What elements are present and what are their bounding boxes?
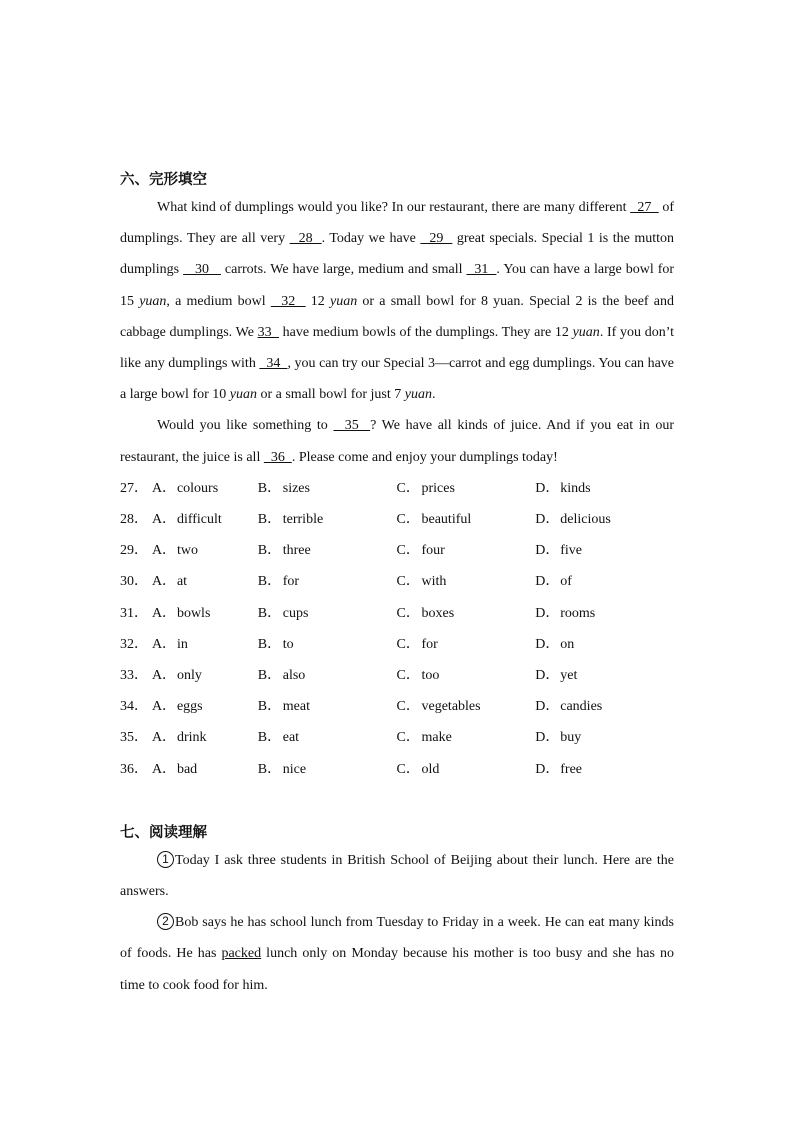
italic-word: yuan <box>572 324 600 340</box>
option-a <box>152 473 258 504</box>
option-text: bad <box>176 761 198 777</box>
option-c <box>397 660 536 691</box>
option-text: eggs <box>176 699 203 715</box>
text-run: ? We have all kinds of juice. And if you eat in our restaurant, the juice is all <box>120 418 675 465</box>
option-letter: A． <box>151 480 177 496</box>
text-run: , you can try our Special 3—carrot and egg dumplings. You can have a large bowl for 10 <box>120 356 674 403</box>
option-text: drink <box>176 730 207 746</box>
option-letter: B． <box>257 761 282 777</box>
option-text: beautiful <box>421 512 472 528</box>
option-c <box>397 598 536 629</box>
option-text: meat <box>282 699 310 715</box>
text-run: . You can have a large bowl for 15 <box>120 262 675 309</box>
option-text: also <box>282 667 306 683</box>
question-row <box>120 598 674 629</box>
option-text: only <box>176 667 202 683</box>
option-c <box>397 691 536 722</box>
option-d <box>535 535 674 566</box>
text-run: Bob says he has school lunch from Tuesday to Friday in a week. He can eat many kinds of foods. He has <box>120 915 674 962</box>
option-letter: D． <box>535 636 560 652</box>
option-c <box>397 566 536 597</box>
option-b <box>258 754 397 785</box>
answer-blank: 35 <box>333 418 371 434</box>
option-text: too <box>421 667 440 683</box>
option-letter: C． <box>396 667 420 683</box>
option-text: candies <box>560 699 603 715</box>
option-letter: A． <box>151 574 177 590</box>
option-b <box>258 598 397 629</box>
text-run: , a medium bowl <box>166 293 271 309</box>
option-text: difficult <box>176 512 222 528</box>
option-c <box>397 629 536 660</box>
italic-word: yuan <box>229 387 257 403</box>
text-run: Would you like something to <box>157 418 334 434</box>
answer-blank: 34 <box>259 356 288 372</box>
question-number: 32． <box>120 636 148 652</box>
option-text: prices <box>421 480 455 496</box>
option-d <box>535 722 674 753</box>
option-a <box>152 660 258 691</box>
cloze-paragraph-2 <box>120 410 674 472</box>
option-b <box>258 535 397 566</box>
option-d <box>535 629 674 660</box>
text-run: Today I ask three students in British School of Beijing about their lunch. Here are the answers. <box>120 852 674 899</box>
question-number: 35． <box>120 730 148 746</box>
option-letter: A． <box>151 543 177 559</box>
answer-blank: 36 <box>263 449 292 465</box>
option-letter: D． <box>535 480 560 496</box>
question-row <box>120 629 674 660</box>
text-run: great specials. Special 1 is the mutton dumplings <box>120 231 675 278</box>
question-number: 33． <box>120 667 148 683</box>
option-text: of <box>560 574 572 590</box>
option-c <box>397 722 536 753</box>
question-row <box>120 691 674 722</box>
document-page <box>120 168 674 1001</box>
option-text: kinds <box>560 480 591 496</box>
option-letter: A． <box>151 512 177 528</box>
option-text: for <box>282 574 300 590</box>
option-letter: D． <box>535 667 560 683</box>
question-row <box>120 566 674 597</box>
option-letter: A． <box>151 761 177 777</box>
option-a <box>152 691 258 722</box>
option-text: old <box>421 761 440 777</box>
circled-number: 2 <box>157 913 174 930</box>
italic-word: yuan <box>404 387 432 403</box>
option-letter: D． <box>535 730 560 746</box>
question-row <box>120 504 674 535</box>
option-text: terrible <box>282 512 324 528</box>
option-letter: B． <box>257 574 282 590</box>
question-row <box>120 722 674 753</box>
option-letter: B． <box>257 667 282 683</box>
option-letter: B． <box>257 480 282 496</box>
answer-blank: 29 <box>420 231 453 247</box>
option-letter: A． <box>151 667 177 683</box>
option-text: buy <box>560 730 582 746</box>
option-a <box>152 598 258 629</box>
text-run: carrots. We have large, medium and small <box>220 262 467 278</box>
circled-number: 1 <box>157 851 174 868</box>
option-letter: A． <box>151 699 177 715</box>
text-run: . <box>431 387 436 403</box>
question-number: 36． <box>120 761 148 777</box>
text-run: 12 <box>305 293 331 309</box>
question-row <box>120 473 674 504</box>
option-text: cups <box>282 605 309 621</box>
italic-word: yuan <box>139 293 167 309</box>
option-c <box>397 754 536 785</box>
option-c <box>397 473 536 504</box>
italic-word: yuan <box>330 293 358 309</box>
option-text: rooms <box>560 605 596 621</box>
option-text: to <box>282 636 294 652</box>
section-spacer <box>120 785 674 821</box>
text-run: . Today we have <box>321 231 421 247</box>
option-letter: C． <box>396 730 420 746</box>
option-text: two <box>176 543 198 559</box>
option-letter: D． <box>535 574 560 590</box>
text-run: . If you don’t like any dumplings with <box>120 324 674 372</box>
option-b <box>258 691 397 722</box>
option-a <box>152 566 258 597</box>
option-text: yet <box>560 667 578 683</box>
answer-blank: 32 <box>270 293 306 309</box>
option-text: eat <box>282 730 300 746</box>
option-text: three <box>282 543 311 559</box>
option-letter: A． <box>151 730 177 746</box>
option-letter: D． <box>535 543 560 559</box>
option-letter: B． <box>257 636 282 652</box>
option-text: five <box>560 543 583 559</box>
text-run: have medium bowls of the dumplings. They are 12 <box>278 324 573 340</box>
option-a <box>152 754 258 785</box>
option-text: colours <box>176 480 219 496</box>
option-letter: C． <box>396 512 420 528</box>
option-letter: D． <box>535 761 560 777</box>
option-text: free <box>560 761 583 777</box>
option-letter: D． <box>535 512 560 528</box>
answer-blank: 30 <box>183 262 221 278</box>
text-run: or a small bowl for 8 yuan. Special 2 is the beef and cabbage dumplings. We <box>120 293 675 340</box>
question-row <box>120 535 674 566</box>
option-text: boxes <box>421 605 455 621</box>
option-d <box>535 473 674 504</box>
option-letter: C． <box>396 699 420 715</box>
option-text: vegetables <box>421 699 481 715</box>
cloze-options <box>120 473 674 785</box>
option-b <box>258 660 397 691</box>
option-letter: D． <box>535 605 560 621</box>
answer-blank: 28 <box>289 231 322 247</box>
option-d <box>535 504 674 535</box>
option-a <box>152 722 258 753</box>
question-number: 31． <box>120 605 148 621</box>
option-a <box>152 535 258 566</box>
question-row <box>120 754 674 785</box>
option-letter: A． <box>151 605 177 621</box>
reading-heading: 七、阅读理解 <box>120 824 207 841</box>
option-text: on <box>560 636 575 652</box>
text-run: lunch only on Monday because his mother is too busy and she has no time to cook food for him. <box>120 946 674 993</box>
reading-paragraph-2 <box>120 907 674 1001</box>
option-text: make <box>421 730 452 746</box>
option-text: nice <box>282 761 307 777</box>
text-run: What kind of dumplings would you like? In our restaurant, there are many different <box>157 200 631 215</box>
text-run: or a small bowl for just 7 <box>256 387 405 403</box>
option-letter: B． <box>257 543 282 559</box>
question-row <box>120 660 674 691</box>
question-number: 28． <box>120 512 148 528</box>
option-b <box>258 722 397 753</box>
answer-blank: 31 <box>466 262 497 278</box>
option-b <box>258 629 397 660</box>
question-number: 30． <box>120 574 148 590</box>
option-d <box>535 691 674 722</box>
cloze-heading: 六、完形填空 <box>120 172 207 188</box>
option-text: delicious <box>560 512 611 528</box>
reading-paragraph-1 <box>120 845 674 907</box>
option-d <box>535 754 674 785</box>
option-letter: C． <box>396 480 420 496</box>
option-b <box>258 473 397 504</box>
option-letter: C． <box>396 636 420 652</box>
answer-blank: 27 <box>630 200 659 215</box>
option-text: in <box>176 636 188 652</box>
option-letter: C． <box>396 543 420 559</box>
question-number: 29． <box>120 543 148 559</box>
option-d <box>535 566 674 597</box>
option-text: at <box>176 574 188 590</box>
question-number: 34． <box>120 699 148 715</box>
option-a <box>152 629 258 660</box>
option-a <box>152 504 258 535</box>
option-d <box>535 598 674 629</box>
option-letter: C． <box>396 605 420 621</box>
option-c <box>397 504 536 535</box>
option-letter: B． <box>257 730 282 746</box>
option-letter: C． <box>396 574 420 590</box>
option-text: with <box>421 574 447 590</box>
text-run: of dumplings. They are all very <box>120 200 674 247</box>
option-letter: D． <box>535 699 560 715</box>
option-text: four <box>421 543 445 559</box>
underlined-word: packed <box>221 946 262 962</box>
answer-blank: 33 <box>257 324 279 340</box>
question-number: 27． <box>120 480 148 496</box>
text-run: . Please come and enjoy your dumplings today! <box>291 449 558 465</box>
option-letter: C． <box>396 761 420 777</box>
option-letter: B． <box>257 512 282 528</box>
option-d <box>535 660 674 691</box>
option-text: bowls <box>176 605 211 621</box>
option-letter: B． <box>257 605 282 621</box>
option-b <box>258 504 397 535</box>
option-b <box>258 566 397 597</box>
option-text: for <box>421 636 438 652</box>
option-text: sizes <box>282 480 310 496</box>
option-letter: A． <box>151 636 177 652</box>
option-letter: B． <box>257 699 282 715</box>
cloze-paragraph-1 <box>120 192 674 410</box>
option-c <box>397 535 536 566</box>
